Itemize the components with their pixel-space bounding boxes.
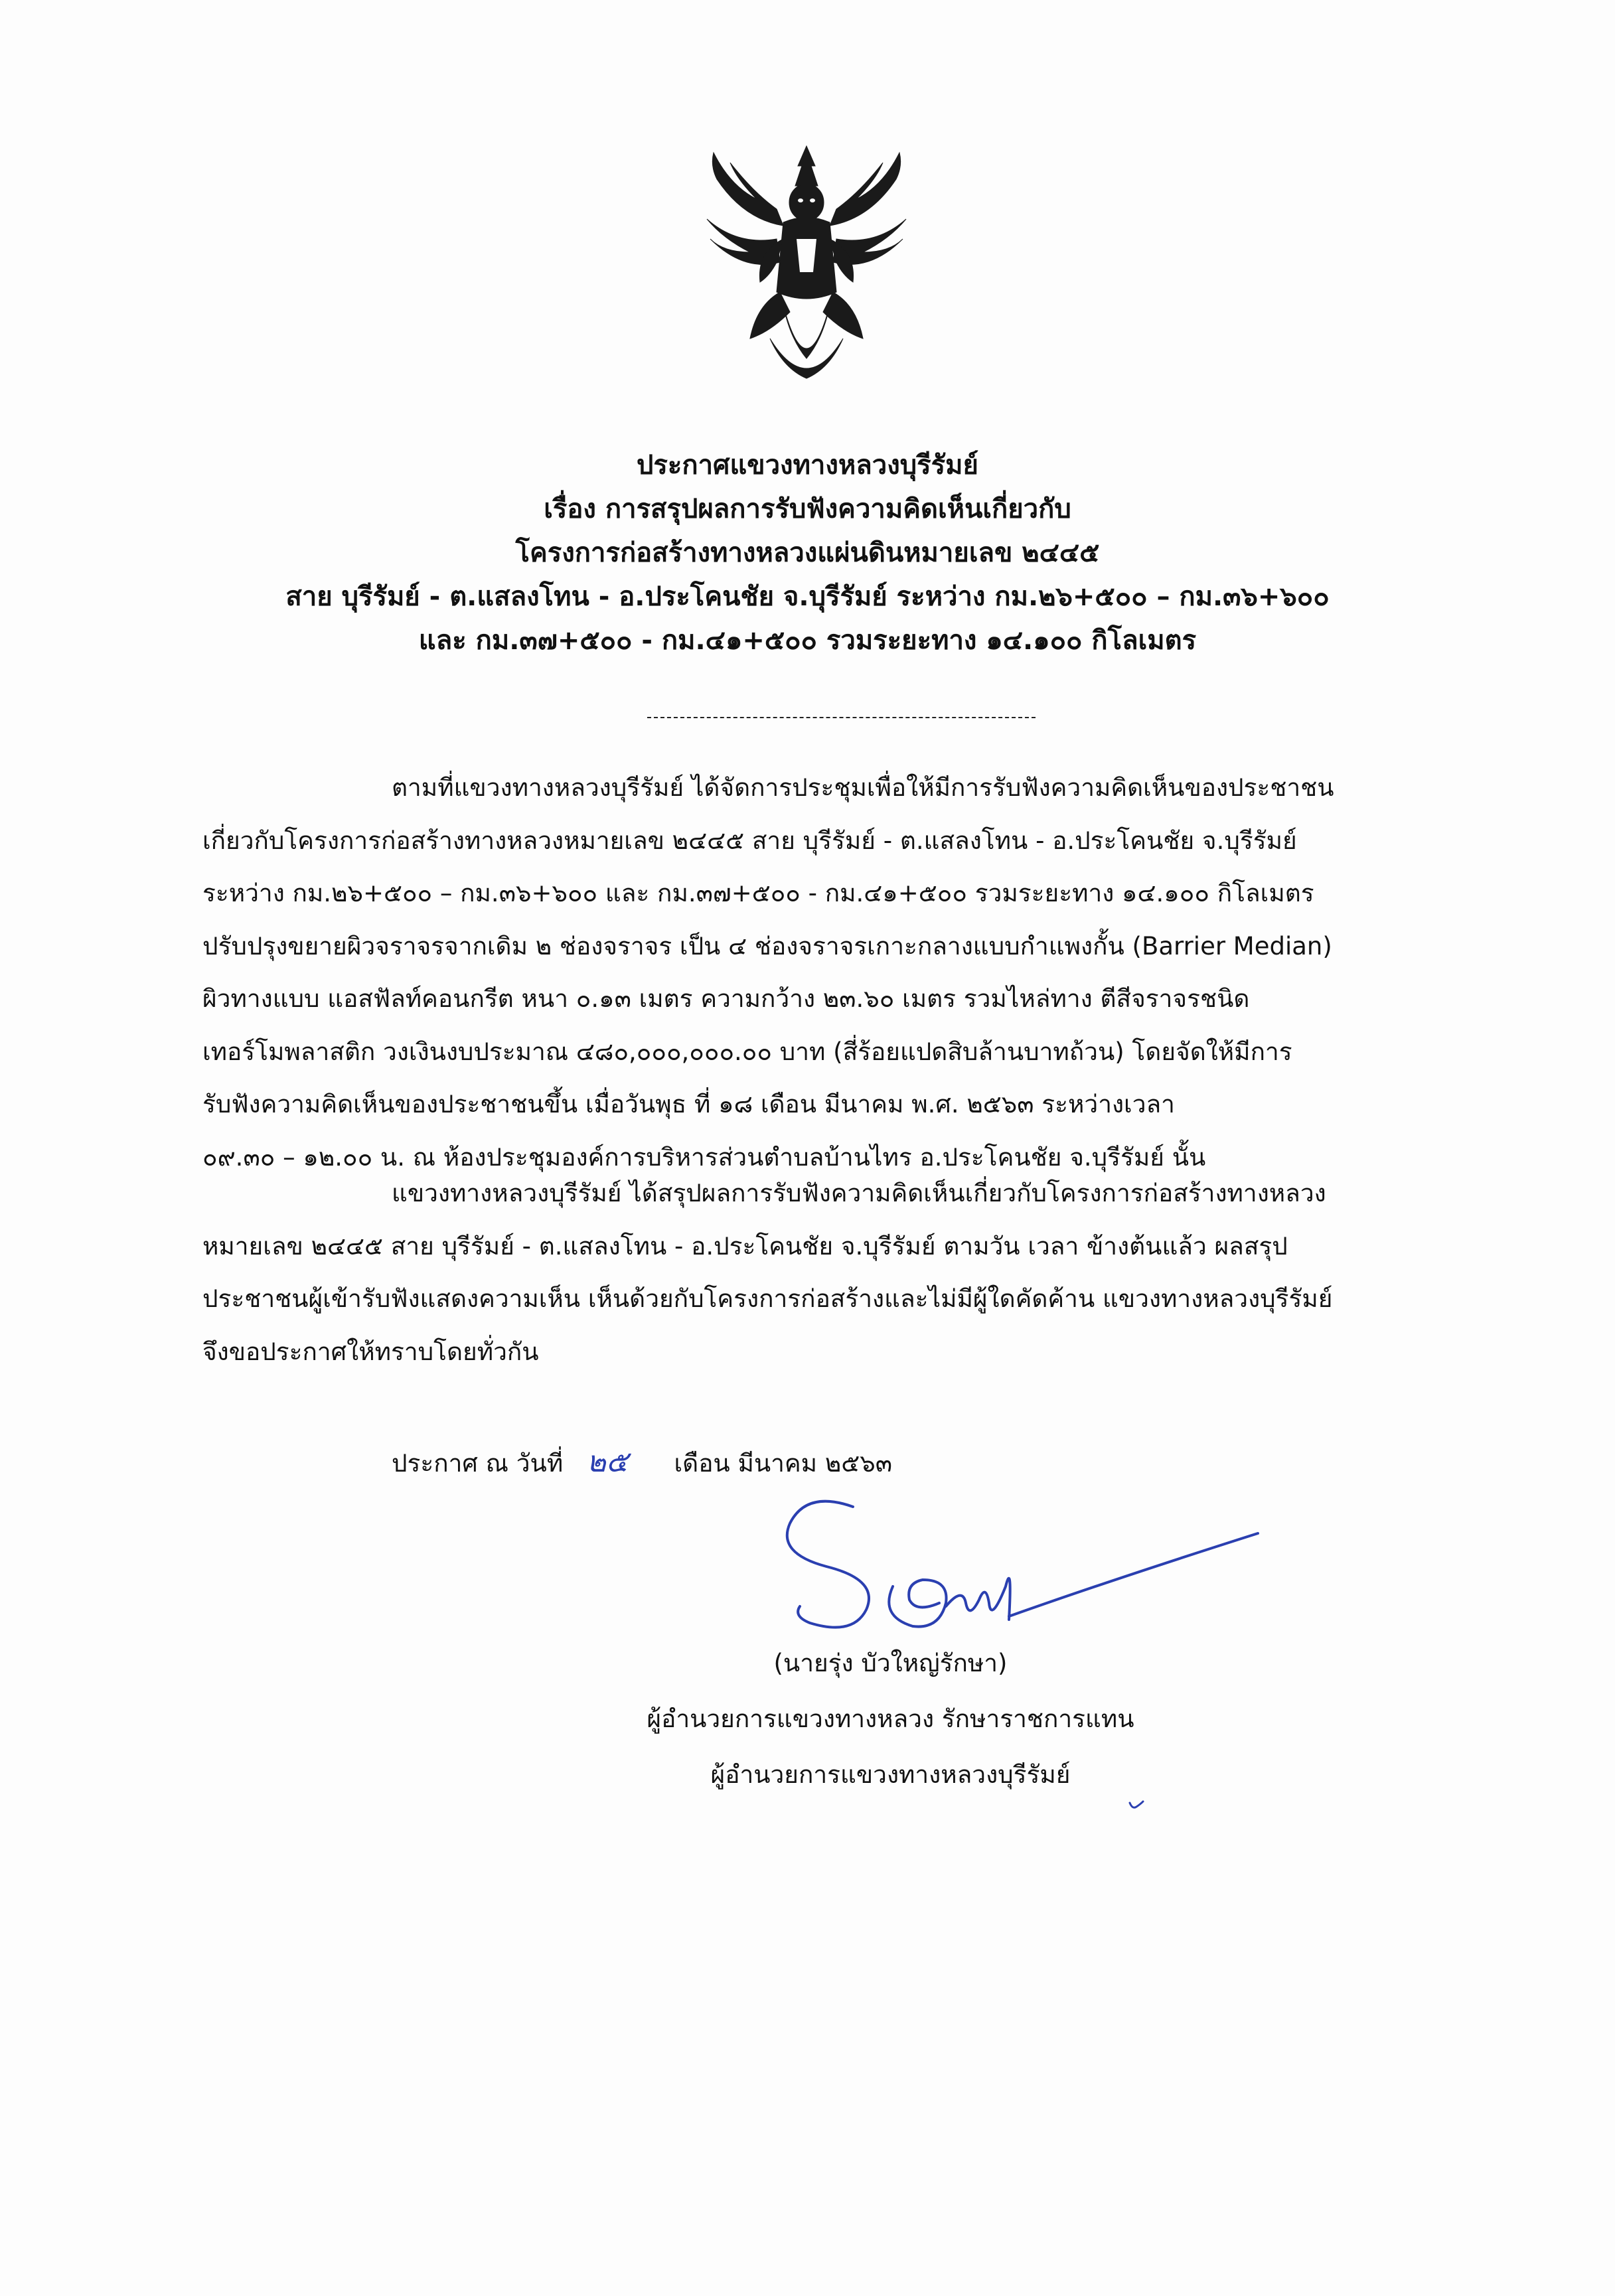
paragraph-line: เกี่ยวกับโครงการก่อสร้างทางหลวงหมายเลข ๒๔๔๕ สาย บุรีรัมย์ - ต.แสลงโทน - อ.ประโคนชัย จ.บุรีรัมย์ [202, 826, 1297, 855]
signer-position-1: ผู้อำนวยการแขวงทางหลวง รักษาราชการแทน [647, 1705, 1134, 1733]
signer-position-2: ผู้อำนวยการแขวงทางหลวงบุรีรัมย์ [710, 1760, 1071, 1789]
signer-name: (นายรุ่ง บัวใหญ่รักษา) [773, 1649, 1008, 1677]
announcement-heading [0, 443, 1615, 662]
paragraph-line: ปรับปรุงขยายผิวจราจรจากเดิม ๒ ช่องจราจร เป็น ๔ ช่องจราจรเกาะกลางแบบกำแพงกั้น (Barrier Median) [202, 931, 1332, 960]
paragraph-line: หมายเลข ๒๔๔๕ สาย บุรีรัมย์ - ต.แสลงโทน - อ.ประโคนชัย จ.บุรีรัมย์ ตามวัน เวลา ข้างต้นแล้ว ผลสรุป [202, 1231, 1288, 1261]
handwritten-day: ๒๕ [586, 1445, 629, 1479]
paragraph-1 [202, 761, 1444, 1184]
paragraph-line: จึงขอประกาศให้ทราบโดยทั่วกัน [202, 1337, 539, 1366]
paragraph-line: รับฟังความคิดเห็นของประชาชนขึ้น เมื่อวันพุธ ที่ ๑๘ เดือน มีนาคม พ.ศ. ๒๕๖๓ ระหว่างเวลา [202, 1090, 1175, 1118]
heading-line-5: และ กม.๓๗+๕๐๐ - กม.๔๑+๕๐๐ รวมระยะทาง ๑๔.๑๐๐ กิโลเมตร [418, 625, 1197, 656]
date-prefix: ประกาศ ณ วันที่ [392, 1449, 564, 1478]
heading-divider [647, 717, 1036, 718]
date-month: เดือน มีนาคม ๒๕๖๓ [674, 1449, 892, 1478]
announcement-date [392, 1436, 892, 1490]
initial-mark [1128, 1800, 1144, 1811]
heading-line-1: ประกาศแขวงทางหลวงบุรีรัมย์ [637, 450, 978, 481]
paragraph-line: ระหว่าง กม.๒๖+๕๐๐ – กม.๓๖+๖๐๐ และ กม.๓๗+๕๐๐ - กม.๔๑+๕๐๐ รวมระยะทาง ๑๔.๑๐๐ กิโลเมตร [202, 879, 1314, 907]
paragraph-2 [202, 1167, 1444, 1378]
paragraph-line: ประชาชนผู้เข้ารับฟังแสดงความเห็น เห็นด้วยกับโครงการก่อสร้างและไม่มีผู้ใดคัดค้าน แขวงทางหลวงบุรีรัมย์ [202, 1284, 1333, 1313]
paragraph-line: ตามที่แขวงทางหลวงบุรีรัมย์ ได้จัดการประชุมเพื่อให้มีการรับฟังความคิดเห็นของประชาชน [392, 773, 1334, 802]
paragraph-line: แขวงทางหลวงบุรีรัมย์ ได้สรุปผลการรับฟังความคิดเห็นเกี่ยวกับโครงการก่อสร้างทางหลวง [392, 1179, 1326, 1207]
heading-line-2: เรื่อง การสรุปผลการรับฟังความคิดเห็นเกี่ยวกับ [544, 494, 1071, 524]
signature [780, 1487, 1265, 1659]
paragraph-line: ผิวทางแบบ แอสฟัลท์คอนกรีต หนา ๐.๑๓ เมตร ความกว้าง ๒๓.๖๐ เมตร รวมไหล่ทาง ตีสีจราจรชนิด [202, 984, 1250, 1013]
heading-line-4: สาย บุรีรัมย์ - ต.แสลงโทน - อ.ประโคนชัย จ.บุรีรัมย์ ระหว่าง กม.๒๖+๕๐๐ – กม.๓๖+๖๐๐ [285, 581, 1330, 612]
paragraph-line: เทอร์โมพลาสติก วงเงินงบประมาณ ๔๘๐,๐๐๐,๐๐๐.๐๐ บาท (สี่ร้อยแปดสิบล้านบาทถ้วน) โดยจัดให้มีการ [202, 1037, 1292, 1066]
garuda-emblem [690, 139, 923, 398]
heading-line-3: โครงการก่อสร้างทางหลวงแผ่นดินหมายเลข ๒๔๔๕ [515, 538, 1100, 568]
paragraph-line: ๐๙.๓๐ – ๑๒.๐๐ น. ณ ห้องประชุมองค์การบริหารส่วนตำบลบ้านไทร อ.ประโคนชัย จ.บุรีรัมย์ นั้น [202, 1142, 1206, 1172]
